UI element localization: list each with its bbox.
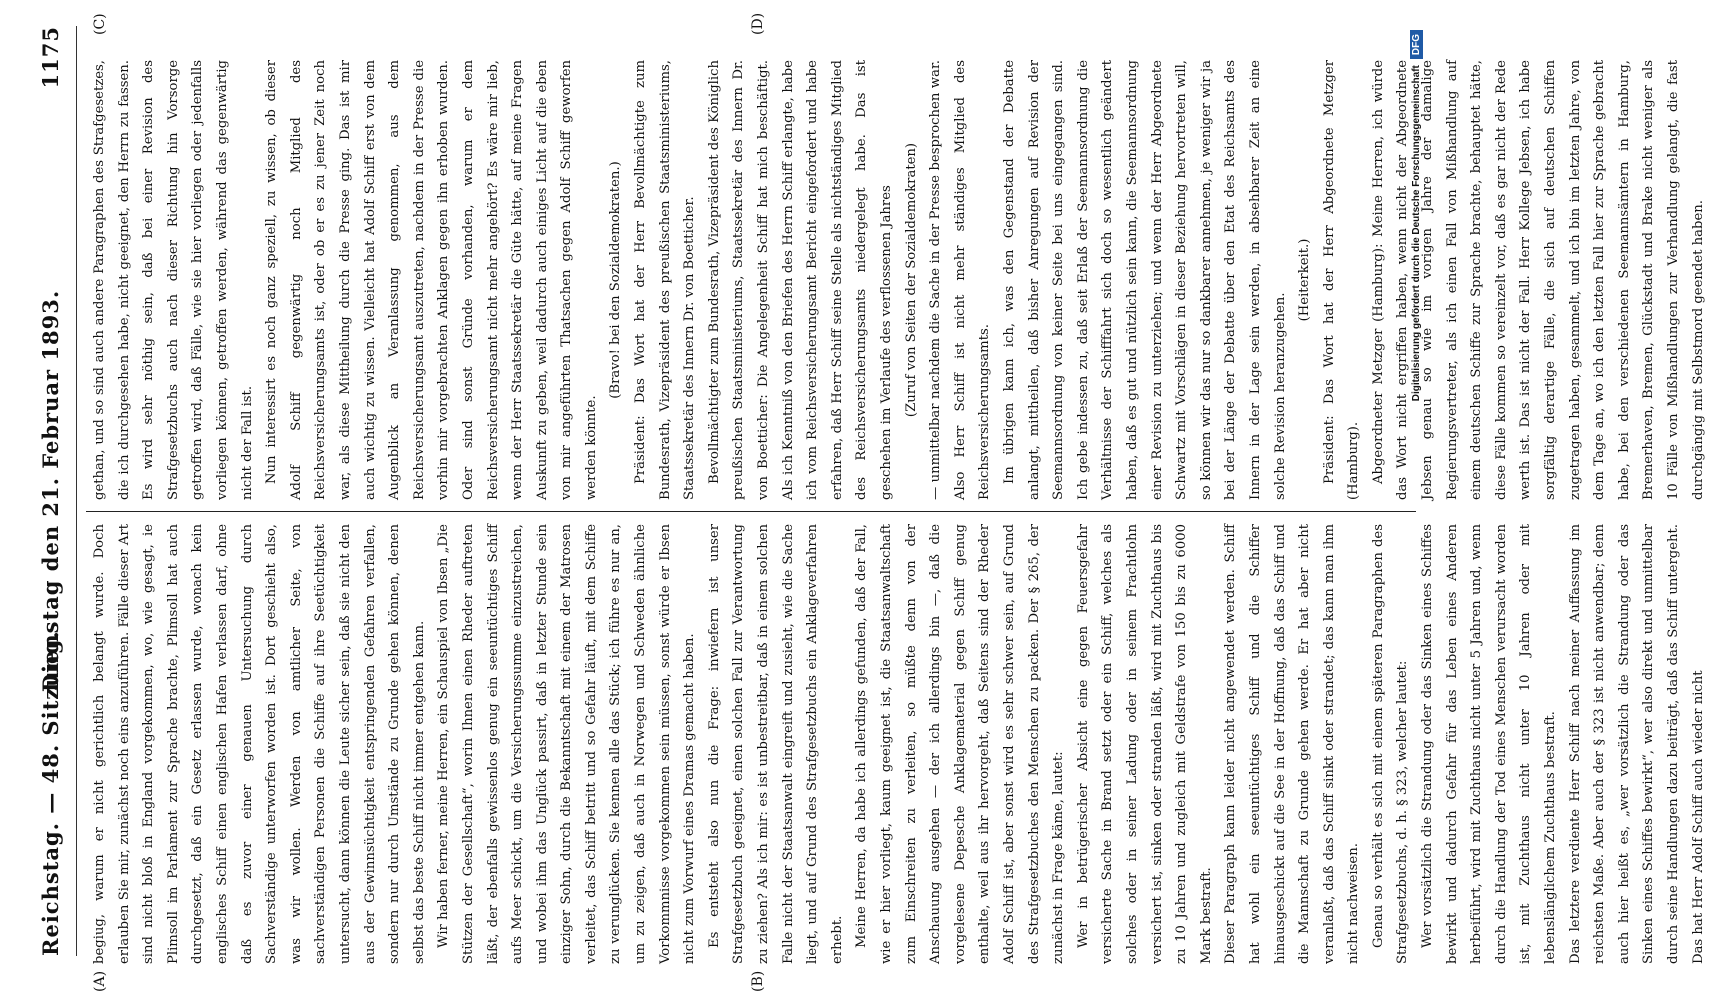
paragraph: begiug, warum er nicht gerichtlich belangt wurde. Doch erlauben Sie mir, zunächst noch eins anzuführen. Fälle dieser Art sind nicht bloß in England vorgekommen, wo, wie gesagt, ie Plimsoll im Parlament zur Sprache brachte, Plimsoll hat auch durchgesetzt, daß ein Gesetz erlassen wurde, wonach kein englisches Schiff einen englischen Hafen verlassen darf, ohne daß es zuvor einer genauen Untersuchung durch Sachverständige unterworfen worden ist. Dort geschieht also, was wir wollen. Werden von amtlicher Seite, von sachverständigen Personen die Schiffe auf ihre Seetüchtigkeit untersucht, dann können die Leute sicher sein, daß sie nicht den aus der Gewinnsüchtigkeit entspringenden Gefahren verfallen, sondern nur durch Umstände zu Grunde gehen können, denen selbst das beste Schiff nicht immer entgehen kann. bbox=[92, 524, 427, 964]
paragraph: gethan, und so sind auch andere Paragraphen des Strafgesetzes, die ich durchgesehen habe, nicht geeignet, den Herrn zu fassen. Es wird sehr nöthig sein, daß bei einer Revision des Strafgesetzbuchs auch nach dieser Richtung hin Vorsorge getroffen wird, daß Fälle, wie sie hier vorliegen oder jedenfalls vorliegen können, getroffen werden, während das gegenwärtig nicht der Fall ist. bbox=[92, 60, 255, 500]
dfg-logo: DFG bbox=[1410, 30, 1423, 59]
header-session: Reichstag. — 48. Sitzung. bbox=[38, 630, 63, 956]
digitization-credit bbox=[1410, 30, 1430, 970]
speaker-paragraph: Präsident: Das Wort hat der Herr Bevollmächtigte zum Bundesrath, Vizepräsident des preußischen Staatsministeriums, Staatssekretär des Innern Dr. von Boetticher. bbox=[633, 60, 698, 500]
right-column bbox=[88, 60, 1711, 500]
paragraph: Genau so verhält es sich mit einem späteren Paragraphen des Strafgesetzbuchs, d. h. § 323, welcher lautet: bbox=[1370, 524, 1411, 964]
paragraph: Dieser Paragraph kann leider nicht angewendet werden. Schiff hat wohl ein seeuntüchtiges Schiff und die Schiffer hinausgeschickt auf die See in der Hoffnung, daß das Schiff und die Mannschaft zu Grunde gehen werde. Er hat aber nicht veranlaßt, daß das Schiff sinkt oder strandet; das kann man ihm nicht nachweisen. bbox=[1223, 524, 1362, 964]
paragraph: Im übrigen kann ich, was den Gegenstand der Debatte anlangt, mittheilen, daß bisher Anregungen auf Revision der Seemannsordnung von keiner Seite bei uns eingegangen sind. Ich gebe indessen zu, daß seit Erlaß der Seemannsordnung die Verhältnisse der Schifffahrt sich doch so wesentlich geändert haben, daß es gut und nützlich sein kann, die Seemannsordnung einer Revision zu unterziehen; und wenn der Herr Abgeordnete Schwartz mit Vorschlägen in dieser Beziehung hervortreten will, so können wir das nur so dankbarer annehmen, je weniger wir ja bei der Länge der Debatte über den Etat des Reichsamts des Innern in der Lage sein werden, in absehbarer Zeit an eine solche Revision heranzugehen. bbox=[1001, 60, 1288, 500]
paragraph: — unmittelbar nachdem die Sache in der Presse besprochen war. Also Herr Schiff ist nicht mehr ständiges Mitglied des Reichsversicherungsamts. bbox=[928, 60, 993, 500]
paragraph: Nun interessirt es noch ganz speziell, zu wissen, ob dieser Adolf Schiff gegenwärtig noch Mitglied des Reichsversicherungsamts ist, oder ob er es zu jener Zeit noch war, als diese Mittheilung durch die Presse ging. Das ist mir auch wichtig zu wissen. Vielleicht hat Adolf Schiff erst von dem Augenblick an Veranlassung genommen, aus dem Reichsversicherungsamt auszutreten, nachdem in der Presse die vorhin mir vorgebrachten Anklagen gegen ihn erhoben wurden. Oder sind sonst Gründe vorhanden, warum er dem Reichsversicherungsamt nicht mehr angehört? Es wäre mir lieb, wenn der Herr Staatssekretär die Güte hätte, auf meine Fragen Auskunft zu geben, weil dadurch auch einiges Licht auf die eben von mir angeführten Thatsachen gegen Adolf Schiff geworfen werden könnte. bbox=[264, 60, 599, 500]
left-column bbox=[88, 524, 1711, 964]
interjection: (Zuruf von Seiten der Sozialdemokraten) bbox=[903, 142, 919, 418]
speaker-paragraph: Abgeordneter Metzger (Hamburg): Meine Herren, ich würde das Wort nicht ergriffen haben, wenn nicht der Abgeordnete Jebsen genau so wie im vorigen Jahre der damalige Regierungsvertreter, als ich einen Fall von Mißhandlung auf einem deutschen Schiffe zur Sprache brachte, behauptet hätte, diese Fälle kommen so vereinzelt vor, daß es gar nicht der Rede werth ist. Das ist nicht der Fall. Herr Kollege Jebsen, ich habe sorgfältig derartige Fälle, die sich auf deutschen Schiffen zugetragen haben, gesammelt, und ich bin im letzten Jahre, von dem Tage an, wo ich den letzten Fall hier zur Sprache gebracht habe, bei den verschiedenen Seemannsämtern in Hamburg, Bremerhaven, Bremen, Glückstadt und Brake nicht weniger als 10 Fälle von Mißhandlungen zur Verhandlung gelangt, die fast durchgängig mit Selbstmord geendet haben. bbox=[1370, 60, 1706, 500]
header-date: Dienstag den 21. Februar 1893. bbox=[38, 289, 63, 693]
interjection: (Bravo! bei den Sozialdemokraten.) bbox=[608, 161, 624, 399]
section-marker-d: (D) bbox=[750, 12, 766, 35]
quoted-statute: Wer in betrügerischer Absicht eine gegen Feuersgefahr versicherte Sache in Brand setzt oder ein Schiff, welches als solches oder in seiner Ladung oder in seinem Frachtlohn versichert ist, sinken oder stranden läßt, wird mit Zuchthaus bis zu 10 Jahren und zugleich mit Geldstrafe von 150 bis zu 6000 Mark bestraft. bbox=[1075, 524, 1214, 964]
section-marker-c: (C) bbox=[92, 13, 108, 35]
section-marker-b: (B) bbox=[750, 970, 766, 992]
section-marker-a: (A) bbox=[92, 970, 108, 992]
paragraph: Wir haben ferner, meine Herren, ein Schauspiel von Ibsen „Die Stützen der Gesellschaft“, worin Ihnen einen Rheder auftreten läßt, der ebenfalls gewissenlos genug ein seeuntüchtiges Schiff aufs Meer schickt, um die Versicherungssumme einzustreichen, und wobei ihm das Unglück passirt, daß in letzter Stunde sein einziger Sohn, durch die Bekanntschaft mit einem der Matrosen verleitet, das Schiff betritt und so Gefahr läuft, mit dem Schiffe zu verunglücken. Sie kennen alle das Stück; ich führe es nur an, um zu zeigen, daß auch in Norwegen und Schweden ähnliche Vorkommnisse vorgekommen sein müssen, sonst würde er Ibsen nicht zum Vorwurf eines Dramas gemacht haben. bbox=[436, 524, 698, 964]
page-number: 1175 bbox=[38, 26, 63, 89]
interjection: (Heiterkeit.) bbox=[1297, 238, 1313, 322]
speaker-paragraph: Bevollmächtigter zum Bundesrath, Vizepräsident des Königlich preußischen Staatsministeriums, Staatssekretär des Innern Dr. von Boetticher: Die Angelegenheit Schiff hat mich beschäftigt. Als ich Kenntniß von den Briefen des Herrn Schiff erlangte, habe ich vom Reichsversicherungsamt Bericht eingefordert und habe erfahren, daß Herr Schiff seine Stelle als nichtständiges Mitglied des Reichsversicherungsamts niedergelegt habe. Das ist geschehen im Verlaufe des verflossenen Jahres bbox=[706, 60, 894, 500]
paragraph: Das letztere verdiente Herr Schiff nach meiner Auffassung im reichsten Maße. Aber auch der § 323 ist nicht anwendbar; denn auch hier heißt es, „wer vorsätzlich die Strandung oder das Sinken eines Schiffes bewirkt“, wer also direkt und unmittelbar durch seine Handlungen dazu beiträgt, daß das Schiff untergeht. Das hat Herr Adolf Schiff auch wieder nicht bbox=[1567, 524, 1706, 964]
credit-text: Digitalisierung gefördert durch die Deutsche Forschungsgemeinschaft bbox=[1411, 65, 1422, 402]
page-header bbox=[24, 26, 84, 956]
paragraph: Meine Herren, da habe ich allerdings gefunden, daß der Fall, wie er hier vorliegt, kaum geeignet ist, die Staatsanwaltschaft zum Einschreiten zu verleiten, so müßte denn von der Anschauung ausgehen — der ich allerdings bin —, daß die vorgelesene Depesche Anklagematerial gegen Schiff genug enthalte, weil aus ihr hervorgeht, daß Seitens sind der Rheder Adolf Schiff ist, aber sonst wird es sehr schwer sein, auf Grund des Strafgesetzbuches den Menschen zu packen. Der § 265, der zunächst in Frage käme, lautet: bbox=[854, 524, 1067, 964]
column-divider bbox=[86, 511, 1416, 512]
header-rule bbox=[76, 26, 77, 956]
paragraph: Es entsteht also nun die Frage: inwiefern ist unser Strafgesetzbuch geeignet, einen solchen Fall zur Verantwortung zu ziehen? Als ich mir: es ist unbestreitbar, daß in einem solchen Falle nicht der Staatsanwalt eingreift und zusieht, wie die Sache liegt, und auf Grund des Strafgesetzbuchs ein Anklageverfahren erhebt. bbox=[706, 524, 845, 964]
speaker-paragraph: Präsident: Das Wort hat der Herr Abgeordnete Metzger (Hamburg). bbox=[1321, 60, 1362, 500]
quoted-statute: Wer vorsätzlich die Strandung oder das Sinken eines Schiffes bewirkt und dadurch Gefahr für das Leben eines Anderen herbeiführt, wird mit Zuchthaus nicht unter 5 Jahren und, wenn durch die Handlung der Tod eines Menschen verursacht worden ist, mit Zuchthaus nicht unter 10 Jahren oder mit lebenslänglichem Zuchthaus bestraft. bbox=[1420, 524, 1559, 964]
